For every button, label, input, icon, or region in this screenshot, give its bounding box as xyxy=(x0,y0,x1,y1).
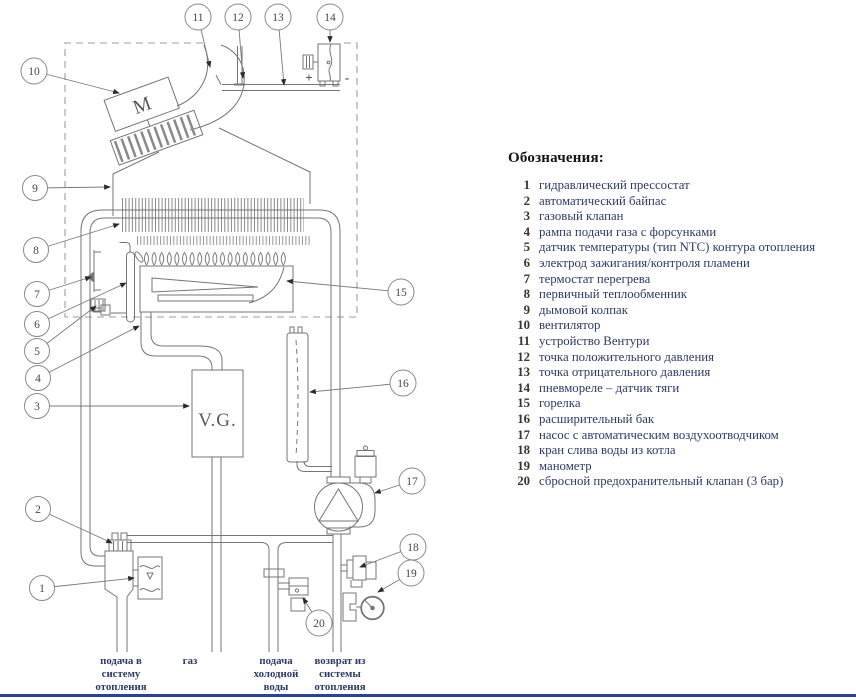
legend-item-text: точка положительного давления xyxy=(539,349,715,364)
ignition-electrode xyxy=(127,252,135,322)
legend-item-number: 2 xyxy=(523,193,530,208)
hydro-block xyxy=(105,551,133,652)
pipe-return-outer xyxy=(304,210,340,477)
legend-item-text: насос с автоматическим воздухоотводчиком xyxy=(539,427,779,442)
draught-sensor-connector xyxy=(303,55,313,69)
legend-item-text: вентилятор xyxy=(539,318,601,333)
legend-row xyxy=(508,287,852,303)
svg-text:3: 3 xyxy=(34,401,40,413)
label-cold-water: воды xyxy=(263,681,289,693)
legend-item-number: 14 xyxy=(517,380,530,395)
legend-item-number: 3 xyxy=(523,209,530,224)
draught-sensor-body xyxy=(318,44,340,81)
gas-valve-label: V.G. xyxy=(198,410,237,431)
svg-text:20: 20 xyxy=(313,618,325,630)
cold-water-pipe xyxy=(262,543,269,653)
pipe-labels xyxy=(95,655,366,693)
legend-item-number: 10 xyxy=(517,318,530,333)
label-heating-return: системы xyxy=(319,668,361,680)
burner-wedge xyxy=(152,278,258,292)
legend-item-text: манометр xyxy=(539,458,592,473)
legend-item-text: автоматический байпас xyxy=(539,193,667,208)
callout-6 xyxy=(25,312,50,337)
svg-text:16: 16 xyxy=(397,378,409,390)
svg-text:6: 6 xyxy=(34,319,40,331)
legend-item-text: дымовой колпак xyxy=(539,302,628,317)
svg-text:19: 19 xyxy=(405,568,417,580)
legend-item-number: 8 xyxy=(523,287,530,302)
legend-item-number: 7 xyxy=(523,271,530,286)
callout-13 xyxy=(265,4,291,30)
callout-9 xyxy=(23,176,48,201)
callout-7 xyxy=(25,282,50,307)
legend-item-number: 13 xyxy=(517,365,530,380)
legend-row xyxy=(508,225,852,241)
callout-14 xyxy=(317,4,343,30)
svg-text:4: 4 xyxy=(35,373,41,385)
page-bottom-rule xyxy=(0,694,856,697)
venturi-curve xyxy=(177,45,208,106)
pressure-plus-label: + xyxy=(305,70,313,85)
cold-water-union xyxy=(264,569,284,577)
legend-panel xyxy=(508,150,852,490)
pump-body xyxy=(315,483,363,531)
air-vent-neck xyxy=(360,477,371,483)
callout-15 xyxy=(388,279,414,305)
callout-1 xyxy=(30,576,55,601)
legend-row xyxy=(508,194,852,210)
drain-cock-outlet xyxy=(351,580,362,587)
legend-item-text: горелка xyxy=(539,396,581,411)
legend-title: Обозначения: xyxy=(508,150,604,166)
svg-text:5: 5 xyxy=(34,346,40,358)
legend-item-text: датчик температуры (тип NTC) контура отопления xyxy=(539,240,816,255)
legend-item-number: 15 xyxy=(517,396,530,411)
label-heating-supply: отопления xyxy=(95,681,147,693)
legend-row xyxy=(508,396,852,412)
svg-text:7: 7 xyxy=(34,289,40,301)
callout-leaders xyxy=(34,17,413,623)
legend-row xyxy=(508,459,852,475)
gas-rail xyxy=(158,295,253,301)
callout-17 xyxy=(399,468,425,494)
svg-text:11: 11 xyxy=(192,12,204,24)
legend-row xyxy=(508,334,852,350)
callout-12 xyxy=(225,4,251,30)
gas-feed-pipe xyxy=(151,312,222,370)
bypass-fitting-stem xyxy=(112,533,118,540)
fan-motor-label: M xyxy=(130,92,155,120)
fan-scroll-curve xyxy=(190,45,244,130)
legend-item-text: газовый клапан xyxy=(539,209,624,224)
legend-item-text: кран слива воды из котла xyxy=(539,443,676,458)
bypass-fitting-stem xyxy=(121,533,127,540)
legend-item-text: первичный теплообменник xyxy=(539,287,687,302)
label-gas: газ xyxy=(182,655,198,667)
legend-item-number: 18 xyxy=(517,443,530,458)
callout-5 xyxy=(25,339,50,364)
legend-item-number: 20 xyxy=(517,474,530,489)
draught-sensor-foot xyxy=(320,81,325,86)
legend-row xyxy=(508,428,852,444)
callout-2 xyxy=(26,497,51,522)
callout-19 xyxy=(398,560,424,586)
legend-item-text: сбросной предохранительный клапан (3 бар) xyxy=(539,474,784,489)
legend-item-text: точка отрицательного давления xyxy=(539,365,711,380)
legend-item-number: 16 xyxy=(517,411,530,426)
svg-text:15: 15 xyxy=(395,287,407,299)
callout-18 xyxy=(400,534,426,560)
callout-11 xyxy=(185,4,211,30)
fan-assembly xyxy=(97,73,203,165)
pump-impeller-symbol xyxy=(319,489,358,521)
bypass-fitting xyxy=(109,540,131,551)
pipe-supply-inner xyxy=(90,218,304,556)
fan-shaft xyxy=(147,120,149,127)
legend-row xyxy=(508,381,852,397)
fan-impeller-blades xyxy=(118,124,196,152)
svg-text:17: 17 xyxy=(406,476,418,488)
svg-text:18: 18 xyxy=(407,542,419,554)
manometer-hub xyxy=(371,606,375,610)
burner-flames xyxy=(144,253,285,266)
svg-text:2: 2 xyxy=(35,504,41,516)
callout-4 xyxy=(26,366,51,391)
legend-item-number: 12 xyxy=(517,349,530,364)
draught-sensor-dot xyxy=(327,61,330,64)
label-heating-supply: подача в xyxy=(100,655,142,667)
svg-text:13: 13 xyxy=(272,12,284,24)
safety-valve-spout xyxy=(291,598,305,611)
safety-valve-dot xyxy=(295,589,298,592)
legend-row xyxy=(508,272,852,288)
legend-item-text: термостат перегрева xyxy=(539,271,651,286)
pump-flange-top xyxy=(327,477,350,483)
svg-text:8: 8 xyxy=(33,245,39,257)
label-cold-water: подача xyxy=(259,655,293,667)
label-heating-supply: систему xyxy=(101,668,141,680)
legend-item-text: пневмореле – датчик тяги xyxy=(539,380,680,395)
legend-item-number: 1 xyxy=(523,178,530,192)
legend-item-number: 6 xyxy=(523,255,530,270)
legend-items xyxy=(508,178,852,490)
legend-row xyxy=(508,474,852,490)
legend-item-text: устройство Вентури xyxy=(539,333,650,348)
air-vent-body xyxy=(355,456,376,477)
air-vent-knob xyxy=(364,446,368,450)
legend-row xyxy=(508,412,852,428)
legend-item-number: 9 xyxy=(523,302,530,317)
pressostat-symbol xyxy=(140,589,160,592)
expansion-tank-nipple xyxy=(290,327,294,333)
svg-text:10: 10 xyxy=(28,66,40,78)
pressostat-symbol xyxy=(147,573,153,579)
label-heating-return: возврат из xyxy=(314,655,366,667)
drain-cock-body xyxy=(353,556,366,580)
expansion-tank-centerline xyxy=(296,340,298,456)
drain-cock-flange xyxy=(347,560,353,578)
legend-row xyxy=(508,365,852,381)
svg-text:9: 9 xyxy=(32,183,38,195)
callout-20 xyxy=(306,610,332,636)
legend-row xyxy=(508,350,852,366)
legend-item-number: 5 xyxy=(523,240,530,255)
legend-item-text: гидравлический прессостат xyxy=(539,178,690,192)
cold-water-pipe xyxy=(278,543,286,653)
legend-row xyxy=(508,240,852,256)
legend-item-text: расширительный бак xyxy=(539,411,655,426)
legend-item-text: рампа подачи газа с форсунками xyxy=(539,224,717,239)
burner-end-curve xyxy=(249,267,284,303)
legend-item-number: 17 xyxy=(517,427,530,442)
svg-text:14: 14 xyxy=(324,12,336,24)
pressure-minus-label: - xyxy=(344,70,350,85)
legend-item-text: электрод зажигания/контроля пламени xyxy=(539,255,750,270)
callout-16 xyxy=(390,370,416,396)
svg-text:12: 12 xyxy=(232,12,244,24)
manometer-bracket xyxy=(343,593,356,621)
draught-sensor-foot xyxy=(333,81,338,86)
legend-row xyxy=(508,256,852,272)
callout-10 xyxy=(21,58,47,84)
svg-text:1: 1 xyxy=(39,583,45,595)
legend-row xyxy=(508,443,852,459)
legend-row xyxy=(508,178,852,194)
legend-item-number: 4 xyxy=(523,224,530,239)
callout-3 xyxy=(25,394,50,419)
duct-flange xyxy=(216,75,221,85)
label-heating-return: отопления xyxy=(314,681,366,693)
legend-item-number: 11 xyxy=(517,333,530,348)
gas-feed-pipe xyxy=(141,312,212,370)
pilot-flame xyxy=(134,251,145,264)
legend-row xyxy=(508,318,852,334)
pressostat-symbol xyxy=(140,566,160,569)
legend-row xyxy=(508,209,852,225)
legend-row xyxy=(508,303,852,319)
callouts xyxy=(21,4,426,636)
callout-8 xyxy=(24,238,49,263)
electrode-hook xyxy=(120,243,131,253)
label-cold-water: холодной xyxy=(253,668,299,680)
legend-item-number: 19 xyxy=(517,458,530,473)
expansion-tank-connector xyxy=(304,461,332,467)
expansion-tank-nipple xyxy=(298,327,302,333)
